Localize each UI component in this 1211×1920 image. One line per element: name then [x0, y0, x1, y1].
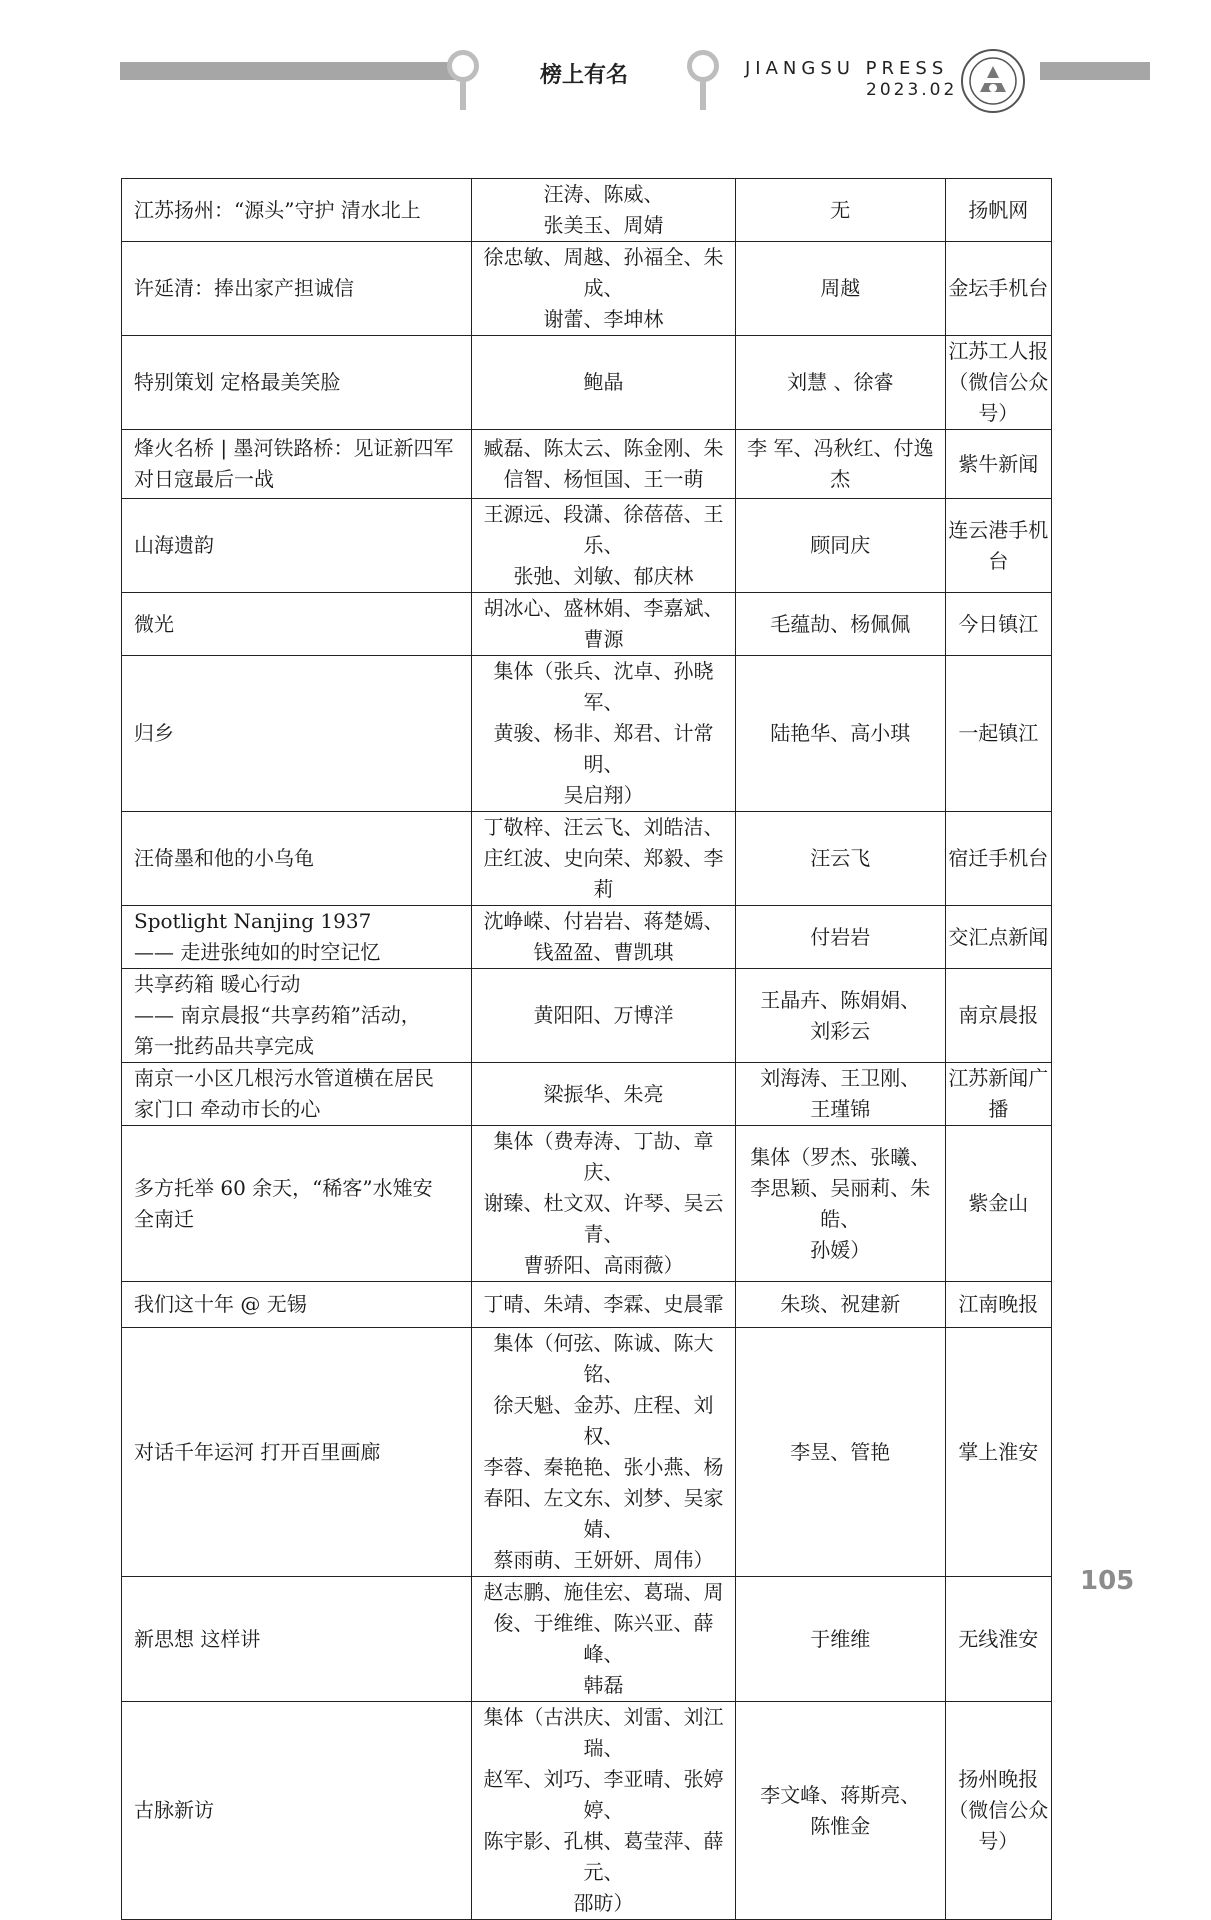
cell-line: 山海遗韵 [134, 533, 214, 557]
authors-cell [472, 1282, 736, 1328]
title-cell [122, 499, 472, 593]
title-cell [122, 1702, 472, 1920]
authors-cell [472, 969, 736, 1063]
editors-cell [735, 812, 945, 906]
cell-line: 宿迁手机台 [948, 846, 1049, 870]
authors-cell [472, 906, 736, 969]
cell-line: 于维维 [810, 1626, 871, 1651]
cell-line: 古脉新访 [134, 1798, 214, 1822]
cell-line: 集体（费寿涛、丁劼、章庆、 [493, 1129, 714, 1184]
editors-cell [735, 1063, 945, 1126]
cell-line: 陆艳华、高小琪 [770, 721, 911, 745]
cell-line: 庄红波、史向荣、郑毅、李莉 [483, 846, 724, 901]
title-cell [122, 336, 472, 430]
authors-cell [472, 1328, 736, 1577]
authors-cell [472, 499, 736, 593]
section-title: 榜上有名 [540, 63, 629, 88]
media-cell [945, 1063, 1051, 1126]
cell-line: —— 南京晨报“共享药箱”活动， [134, 1003, 421, 1027]
media-cell [945, 906, 1051, 969]
table-row [122, 1126, 1052, 1282]
publication-name: JIANGSU PRESS [745, 58, 949, 79]
title-cell [122, 1328, 472, 1577]
title-cell [122, 656, 472, 812]
cell-line: 付岩岩 [810, 924, 871, 949]
cell-line: 毛蕴劼、杨佩佩 [770, 611, 911, 636]
media-cell [945, 242, 1051, 336]
media-cell [945, 1328, 1051, 1577]
table-row [122, 1063, 1052, 1126]
cell-line: （微信公众 [948, 1798, 1049, 1822]
cell-line: 汪涛、陈威、 [543, 182, 664, 206]
cell-line: 连云港手机 [948, 517, 1049, 542]
cell-line: —— 走进张纯如的时空记忆 [134, 940, 381, 964]
media-cell [945, 179, 1051, 242]
cell-line: 朱琰、祝建新 [780, 1292, 901, 1316]
cell-line: （微信公众 [948, 370, 1049, 394]
cell-line: 多方托举 60 余天，“稀客”水雉安 [134, 1175, 433, 1200]
editors-cell [735, 179, 945, 242]
editors-cell [735, 1702, 945, 1920]
cell-line: 王晶卉、陈娟娟、 [760, 987, 921, 1012]
editors-cell [735, 906, 945, 969]
cell-line: 李昱、管艳 [790, 1439, 891, 1464]
cell-line: 顾同庆 [810, 533, 871, 557]
editors-cell [735, 499, 945, 593]
cell-line: 紫金山 [968, 1191, 1029, 1215]
cell-line: 蔡雨萌、王妍妍、周伟） [493, 1548, 714, 1572]
authors-cell [472, 242, 736, 336]
title-cell [122, 812, 472, 906]
title-cell [122, 179, 472, 242]
cell-line: 烽火名桥 | 墨河铁路桥：见证新四军 [134, 436, 454, 460]
cell-line: 梁振华、朱亮 [543, 1081, 664, 1106]
cell-line: 家门口 牵动市长的心 [134, 1097, 321, 1121]
cell-line: 谢臻、杜文双、许琴、吴云青、 [483, 1191, 724, 1246]
cell-line: 播 [988, 1097, 1009, 1121]
cell-line: 丁敬梓、汪云飞、刘皓洁、 [483, 815, 724, 839]
cell-line: 陈宇影、孔棋、葛莹萍、薛元、 [483, 1829, 724, 1884]
cell-line: 江南晚报 [958, 1292, 1039, 1316]
table-row [122, 1282, 1052, 1328]
authors-cell [472, 179, 736, 242]
editors-cell [735, 430, 945, 499]
cell-line: 杰 [830, 467, 851, 491]
awards-table [121, 178, 1052, 1920]
authors-cell [472, 656, 736, 812]
title-cell [122, 969, 472, 1063]
cell-line: 黄阳阳、万博洋 [533, 1003, 674, 1027]
cell-line: 沈峥嵘、付岩岩、蒋楚嫣、 [483, 909, 724, 933]
editors-cell [735, 1328, 945, 1577]
cell-line: 金坛手机台 [948, 276, 1049, 300]
cell-line: 全南迁 [134, 1206, 194, 1231]
cell-line: 对日寇最后一战 [134, 467, 274, 491]
table-row [122, 499, 1052, 593]
cell-line: 对话千年运河 打开百里画廊 [134, 1439, 381, 1464]
cell-line: 韩磊 [583, 1673, 624, 1697]
media-cell [945, 1577, 1051, 1702]
media-cell [945, 499, 1051, 593]
cell-line: 徐天魁、金苏、庄程、刘权、 [493, 1393, 714, 1448]
authors-cell [472, 1063, 736, 1126]
cell-line: 紫牛新闻 [958, 451, 1039, 476]
media-cell [945, 1126, 1051, 1282]
cell-line: 南京一小区几根污水管道横在居民 [134, 1066, 434, 1090]
cell-line: 李思颖、吴丽莉、朱皓、 [750, 1175, 931, 1231]
media-cell [945, 593, 1051, 656]
cell-line: 新思想 这样讲 [134, 1626, 261, 1651]
cell-line: 赵志鹏、施佳宏、葛瑞、周 [483, 1580, 724, 1604]
cell-line: 张美玉、周婧 [543, 213, 664, 237]
title-cell [122, 430, 472, 499]
cell-line: 集体（何弦、陈诚、陈大铭、 [493, 1331, 714, 1386]
media-cell [945, 656, 1051, 812]
table-row [122, 656, 1052, 812]
cell-line: 许延清：捧出家产担诚信 [134, 276, 354, 300]
cell-line: 丁晴、朱靖、李霖、史晨霏 [483, 1292, 724, 1316]
cell-line: 交汇点新闻 [948, 924, 1049, 949]
authors-cell [472, 812, 736, 906]
cell-line: 周越 [820, 276, 861, 300]
table-row [122, 812, 1052, 906]
table-row [122, 430, 1052, 499]
table-row [122, 336, 1052, 430]
cell-line: 江苏扬州：“源头”守护 清水北上 [134, 197, 421, 222]
cell-line: 我们这十年 @ 无锡 [134, 1292, 307, 1316]
media-cell [945, 336, 1051, 430]
cell-line: 张弛、刘敏、郁庆林 [513, 564, 694, 588]
cell-line: 汪云飞 [810, 846, 871, 870]
cell-line: 扬州晚报 [958, 1767, 1039, 1791]
header-bar-left [120, 62, 460, 80]
page-number: 105 [1080, 1566, 1135, 1596]
table-row [122, 242, 1052, 336]
media-cell [945, 812, 1051, 906]
cell-line: 刘彩云 [810, 1018, 871, 1043]
cell-line: 谢蕾、李坤林 [543, 307, 664, 331]
table-row [122, 179, 1052, 242]
cell-line: 曹源 [583, 627, 624, 651]
cell-line: 扬帆网 [968, 197, 1029, 222]
media-cell [945, 1282, 1051, 1328]
authors-cell [472, 593, 736, 656]
title-cell [122, 593, 472, 656]
cell-line: 江苏工人报 [948, 339, 1049, 363]
awards-table-body [122, 179, 1052, 1920]
authors-cell [472, 1702, 736, 1920]
cell-line: 汪倚墨和他的小乌龟 [134, 846, 314, 870]
cell-line: 黄骏、杨非、郑君、计常明、 [493, 721, 714, 776]
cell-line: 台 [988, 548, 1009, 573]
cell-line: 臧磊、陈太云、陈金刚、朱 [483, 436, 724, 460]
cell-line: 南京晨报 [958, 1003, 1039, 1027]
cell-line: 徐忠敏、周越、孙福全、朱成、 [483, 245, 724, 300]
cell-line: Spotlight Nanjing 1937 [134, 909, 372, 933]
cell-line: 刘海涛、王卫刚、 [760, 1066, 921, 1090]
editors-cell [735, 1577, 945, 1702]
authors-cell [472, 430, 736, 499]
cell-line: 王瑾锦 [810, 1097, 871, 1121]
cell-line: 号） [978, 1829, 1019, 1853]
cell-line: 胡冰心、盛林娟、李嘉斌、 [483, 596, 724, 620]
editors-cell [735, 336, 945, 430]
table-row [122, 1577, 1052, 1702]
issue-number: 2023.02 [866, 80, 958, 100]
cell-line: 特别策划 定格最美笑脸 [134, 370, 341, 394]
title-cell [122, 1126, 472, 1282]
cell-line: 无 [830, 197, 851, 222]
media-cell [945, 969, 1051, 1063]
editors-cell [735, 593, 945, 656]
editors-cell [735, 656, 945, 812]
cell-line: 邵昉） [573, 1891, 634, 1915]
media-cell [945, 1702, 1051, 1920]
table-row [122, 1702, 1052, 1920]
authors-cell [472, 1577, 736, 1702]
cell-line: 信智、杨恒国、王一萌 [503, 467, 704, 491]
header-bar-right [1040, 62, 1150, 80]
cell-line: 钱盈盈、曹凯琪 [533, 940, 674, 964]
title-cell [122, 1063, 472, 1126]
authors-cell [472, 336, 736, 430]
cell-line: 掌上淮安 [958, 1439, 1039, 1464]
title-cell [122, 1577, 472, 1702]
cell-line: 孙媛） [810, 1237, 871, 1262]
editors-cell [735, 969, 945, 1063]
cell-line: 无线淮安 [958, 1626, 1039, 1651]
cell-line: 李文峰、蒋斯亮、 [760, 1782, 921, 1807]
cell-line: 共享药箱 暖心行动 [134, 972, 301, 996]
media-cell [945, 430, 1051, 499]
editors-cell [735, 1126, 945, 1282]
cell-line: 曹骄阳、高雨薇） [523, 1253, 684, 1277]
table-row [122, 969, 1052, 1063]
cell-line: 俊、于维维、陈兴亚、薛峰、 [493, 1611, 714, 1666]
cell-line: 号） [978, 401, 1019, 425]
cell-line: 陈惟金 [810, 1813, 871, 1838]
cell-line: 刘慧 、徐睿 [787, 370, 894, 394]
cell-line: 集体（古洪庆、刘雷、刘江瑞、 [483, 1705, 724, 1760]
cell-line: 集体（罗杰、张曦、 [750, 1144, 931, 1169]
table-row [122, 906, 1052, 969]
cell-line: 归乡 [134, 721, 174, 745]
cell-line: 李 军、冯秋红、付逸 [747, 436, 934, 460]
title-cell [122, 906, 472, 969]
cell-line: 一起镇江 [958, 721, 1039, 745]
cell-line: 赵军、刘巧、李亚晴、张婷婷、 [483, 1767, 724, 1822]
cell-line: 江苏新闻广 [948, 1066, 1049, 1090]
cell-line: 集体（张兵、沈卓、孙晓军、 [493, 659, 714, 714]
cell-line: 春阳、左文东、刘梦、吴家婧、 [483, 1486, 724, 1541]
title-cell [122, 242, 472, 336]
cell-line: 吴启翔） [563, 783, 644, 807]
association-logo-icon [960, 48, 1026, 114]
table-row [122, 1328, 1052, 1577]
title-cell [122, 1282, 472, 1328]
editors-cell [735, 242, 945, 336]
cell-line: 鲍晶 [583, 370, 624, 394]
cell-line: 第一批药品共享完成 [134, 1034, 314, 1058]
editors-cell [735, 1282, 945, 1328]
cell-line: 微光 [134, 611, 174, 636]
table-row [122, 593, 1052, 656]
authors-cell [472, 1126, 736, 1282]
cell-line: 王源远、段潇、徐蓓蓓、王乐、 [483, 502, 724, 557]
cell-line: 今日镇江 [958, 611, 1039, 636]
cell-line: 李蓉、秦艳艳、张小燕、杨 [483, 1455, 724, 1479]
